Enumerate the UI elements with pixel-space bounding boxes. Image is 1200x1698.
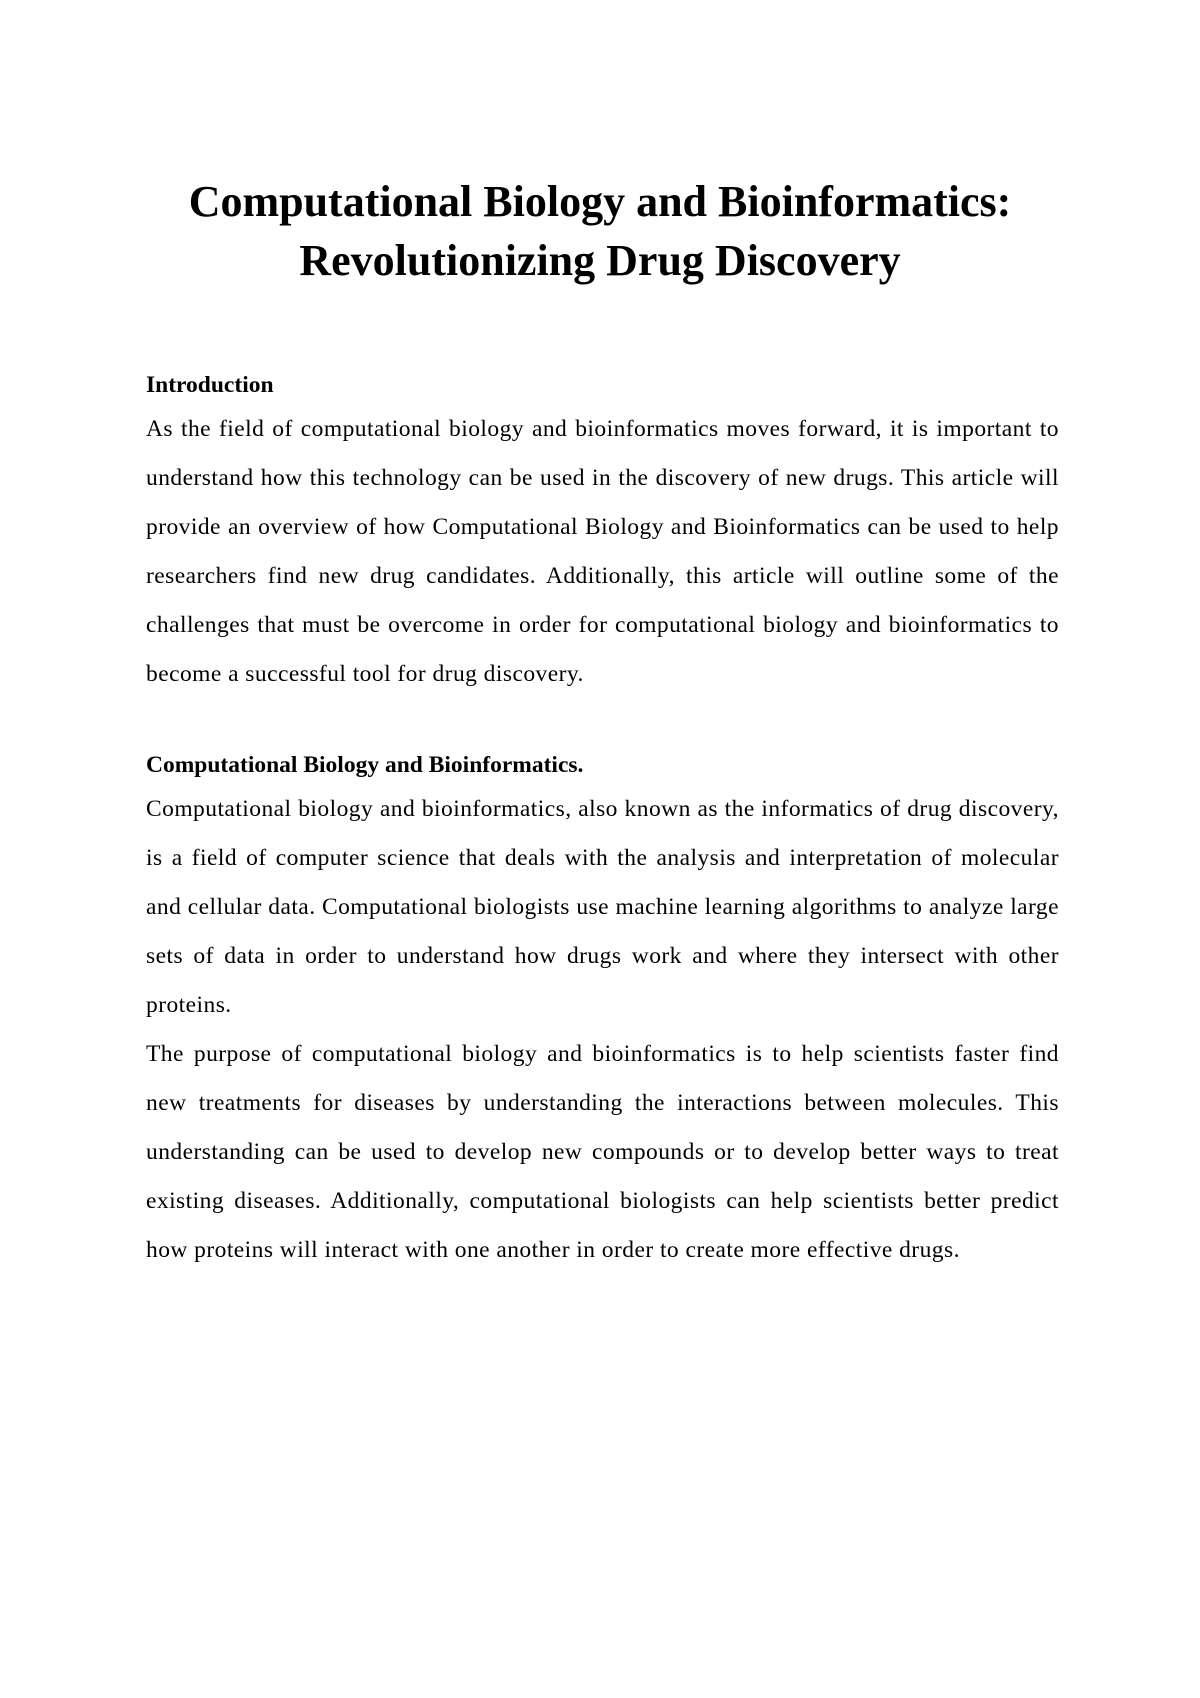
title-line-1: Computational Biology and Bioinformatics:: [188, 177, 1012, 226]
section-heading-computational-biology: Computational Biology and Bioinformatics.: [146, 752, 584, 778]
document-title: [100, 172, 1100, 290]
introduction-paragraph: As the field of computational biology and bioinformatics moves forward, it is important to understand how this technology can be used in the discovery of new drugs. This article will provide an overview of how Computational Biology and Bioinformatics can be used to help researchers find new drug candidates. Additionally, this article will outline some of the challenges that must be overcome in order for computational biology and bioinformatics to become a successful tool for drug discovery.: [146, 416, 1059, 687]
computational-biology-paragraph-1: Computational biology and bioinformatics, also known as the informatics of drug discovery, is a field of computer science that deals with the analysis and interpretation of molecular and cellular data. Computational biologists use machine learning algorithms to analyze large sets of data in order to understand how drugs work and where they intersect with other proteins.: [146, 796, 1059, 1018]
section-spacer: [146, 699, 1059, 745]
section-introduction: [146, 365, 1059, 699]
section-heading-introduction: Introduction: [146, 372, 274, 398]
title-line-2: Revolutionizing Drug Discovery: [299, 236, 901, 285]
computational-biology-paragraph-2: The purpose of computational biology and bioinformatics is to help scientists faster find new treatments for diseases by understanding the interactions between molecules. This understanding can be used to develop new compounds or to develop better ways to treat existing diseases. Additionally, computational biologists can help scientists better predict how proteins will interact with one another in order to create more effective drugs.: [146, 1041, 1059, 1263]
section-computational-biology: [146, 745, 1059, 1275]
document-body: [146, 365, 1059, 1275]
